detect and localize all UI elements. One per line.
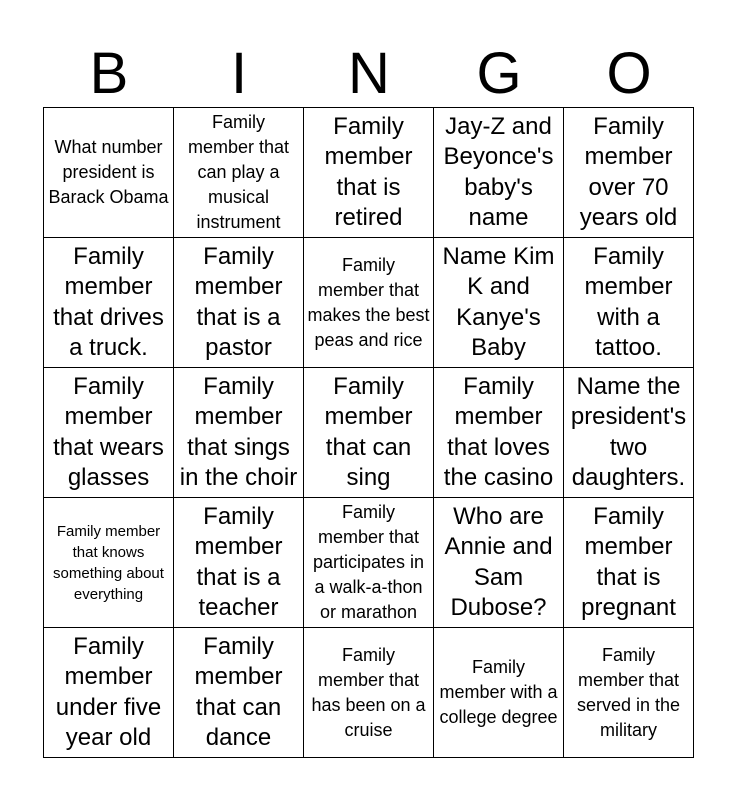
bingo-cell[interactable] [564, 498, 694, 628]
header-letter-o: O [606, 41, 652, 106]
bingo-cell[interactable] [434, 628, 564, 758]
bingo-cell[interactable] [304, 108, 434, 238]
header-letter-i: I [230, 41, 248, 106]
cell-text: Who are Annie and Sam Dubose? [444, 502, 553, 621]
cell-text: Family member that wears glasses [53, 372, 164, 491]
bingo-cell[interactable] [174, 628, 304, 758]
cell-text: Family member that can sing [324, 372, 413, 491]
cell-text: Family member that can dance [194, 632, 283, 751]
bingo-cell[interactable] [174, 368, 304, 498]
cell-text: Family member that sings in the choir [179, 372, 298, 491]
cell-text: Name Kim K and Kanye's Baby [442, 242, 555, 361]
cell-text: Name the president's two daughters. [570, 372, 687, 491]
bingo-cell[interactable] [564, 238, 694, 368]
bingo-cell[interactable] [434, 368, 564, 498]
bingo-cell[interactable] [434, 498, 564, 628]
bingo-cell[interactable] [174, 238, 304, 368]
cell-text: Family member that is retired [324, 112, 413, 231]
cell-text: Family member with a college degree [439, 657, 558, 727]
bingo-cell[interactable] [564, 628, 694, 758]
bingo-cell[interactable] [44, 108, 174, 238]
bingo-cell[interactable] [434, 238, 564, 368]
bingo-cell[interactable] [174, 498, 304, 628]
cell-text: Family member that participates in a walk-a-thon or marathon [312, 502, 425, 622]
bingo-cell[interactable] [44, 498, 174, 628]
cell-text: Family member that has been on a cruise [311, 644, 426, 740]
cell-text: Family member that drives a truck. [53, 242, 164, 361]
bingo-cell[interactable] [564, 108, 694, 238]
bingo-cell[interactable] [304, 498, 434, 628]
cell-text: Family member that can play a musical instrument [187, 112, 290, 232]
bingo-cell[interactable] [434, 108, 564, 238]
cell-text: What number president is Barack Obama [48, 137, 169, 207]
cell-text: Family member under five year old [55, 632, 162, 751]
cell-text: Family member with a tattoo. [584, 242, 673, 361]
cell-text: Family member that served in the military [576, 644, 681, 740]
cell-text: Family member that is pregnant [581, 502, 676, 621]
cell-text: Jay-Z and Beyonce's baby's name [443, 112, 554, 231]
bingo-cell[interactable] [304, 628, 434, 758]
header-letter-b: B [89, 41, 129, 106]
bingo-header [44, 42, 694, 106]
bingo-board [43, 107, 694, 758]
header-letter-g: G [476, 41, 522, 106]
bingo-cell[interactable] [564, 368, 694, 498]
cell-text: Family member that knows something about everything [53, 522, 164, 603]
cell-text: Family member over 70 years old [579, 112, 678, 231]
cell-text: Family member that makes the best peas and rice [307, 254, 430, 350]
bingo-cell[interactable] [44, 368, 174, 498]
header-letter-n: N [348, 41, 390, 106]
cell-text: Family member that is a teacher [194, 502, 283, 621]
bingo-cell[interactable] [304, 368, 434, 498]
cell-text: Family member that loves the casino [443, 372, 554, 491]
cell-text: Family member that is a pastor [194, 242, 283, 361]
bingo-cell[interactable] [174, 108, 304, 238]
bingo-cell[interactable] [44, 628, 174, 758]
bingo-cell[interactable] [304, 238, 434, 368]
bingo-cell[interactable] [44, 238, 174, 368]
